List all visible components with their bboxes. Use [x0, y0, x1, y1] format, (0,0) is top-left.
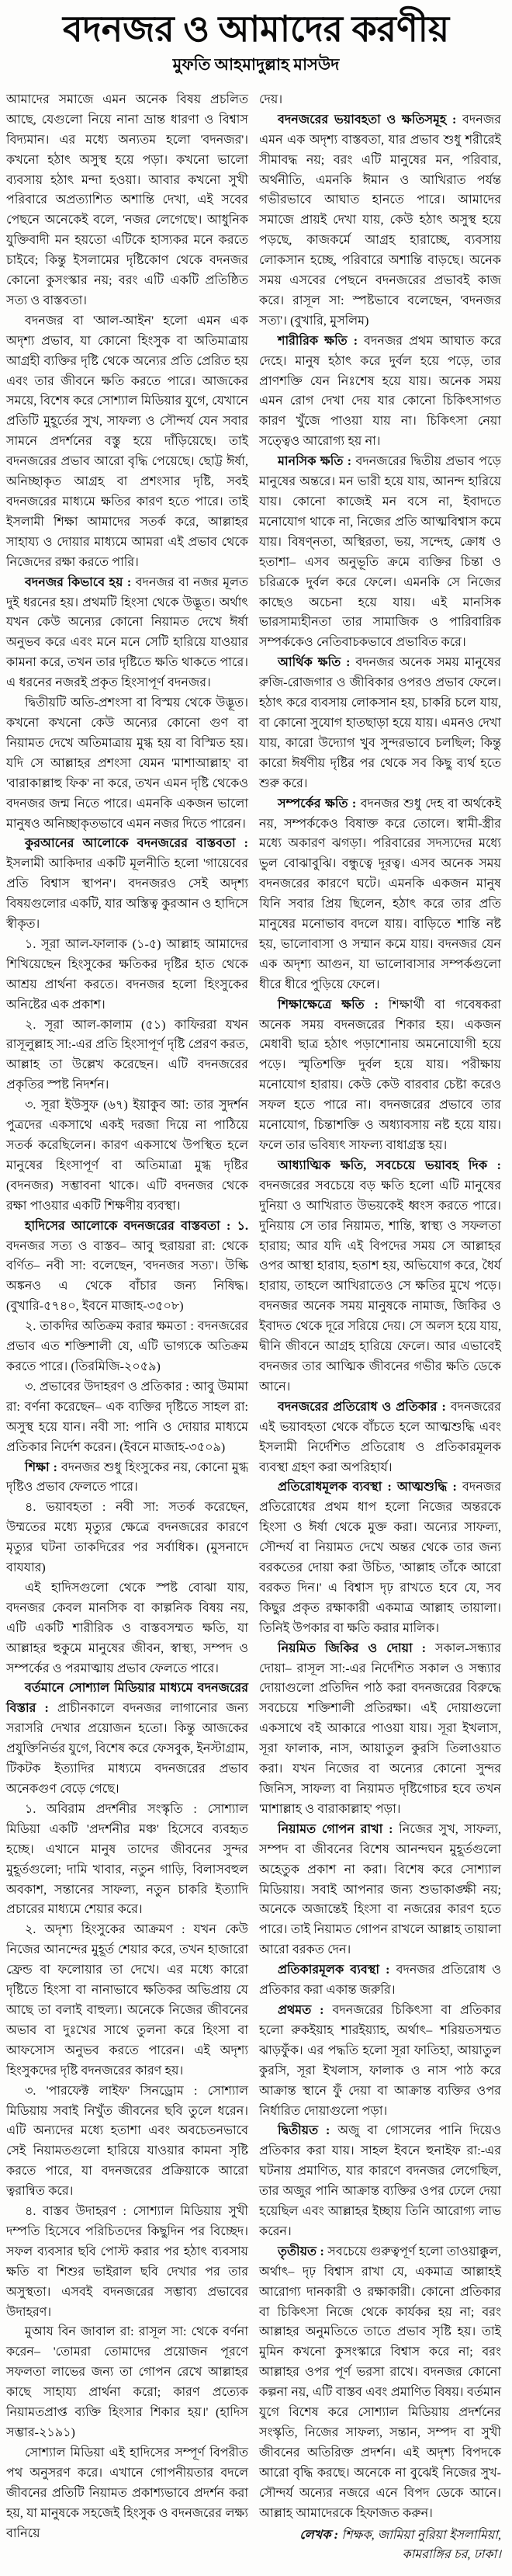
section-heading: বদনজর কিভাবে হয় : — [25, 575, 132, 589]
paragraph-text: বদনজর প্রতিরোধ ও প্রতিকার করা একান্ত জরুরি। — [259, 1963, 501, 1998]
paragraph-text: দ্বিতীয়টি অতি-প্রশংসা বা বিস্ময় থেকে উদ্ভূত। কখনো কখনো কেউ অন্যের কোনো গুণ বা নিয়ামত দেখে অতিমাত্রায় মুগ্ধ হয় বা বিস্মিত হয়। যদি সে আল্লাহর প্রশংসা যেমন 'মাশাআল্লাহ' বা 'বারাকাল্লাহু ফিক' না করে, তখন এমন দৃষ্টি থেকেও বদনজর জন্ম নিতে পারে। এমনকি একজন ভালো মানুষও অনিচ্ছাকৃতভাবে এমন নজর দিতে পারেন। — [6, 696, 248, 831]
paragraph-text: এই হাদিসগুলো থেকে স্পষ্ট বোঝা যায়, বদনজর কেবল মানসিক বা কাল্পনিক বিষয় নয়, এটি একটি শারীরিক ও বাস্তবসম্মত ক্ষতি, যা আল্লাহর হুকুমে মানুষের জীবন, স্বাস্থ্য, সম্পদ ও সম্পর্কের ও পরমাত্মায় প্রভাব ফেলতে পারে। — [6, 1581, 248, 1675]
section-heading: শারীরিক ক্ষতি : — [278, 334, 358, 348]
section-heading: মানসিক ক্ষতি : — [278, 455, 352, 469]
paragraph-text: সোশ্যাল মিডিয়া এই হাদিসের সম্পূর্ণ বিপরীত পথ অনুসরণ করে। এখানে গোপনীয়তার বদলে জীবনের প্রতিটি নিয়ামত প্রকাশ্যভাবে প্রদর্শন করা হয়, যা মানুষকে সহজেই হিংসুক ও বদনজরের লক্ষ্য বানিয়ে — [6, 2446, 248, 2540]
paragraph-text: প্রাচীনকালে বদনজর লাগানোর জন্য সরাসরি দেখার প্রয়োজন হতো। কিন্তু আজকের প্রযুক্তিনির্ভর যুগে, বিশেষ করে ফেসবুক, ইনস্টাগ্রাম, টিকটক ইত্যাদির মাধ্যমে বদনজরের প্রভাব অনেকগুণ বেড়ে গেছে। — [6, 1702, 248, 1797]
section-heading: শিক্ষা : — [25, 1460, 57, 1474]
paragraph-text: ৩. প্রভাবের উদাহরণ ও প্রতিকার : আবু উমামা রা: বর্ণনা করেছেন– এক ব্যক্তির দৃষ্টিতে সাহল রা: অসুস্থ হয়ে যান। নবী সা: পানি ও দোয়ার মাধ্যমে প্রতিকার নির্দেশ করেন। (ইবনে মাজাহ-৩৫০৯) — [6, 1380, 248, 1454]
paragraph-text: ১. সূরা আল-ফালাক (১-৫) আল্লাহ আমাদের শিখিয়েছেন হিংসুকের ক্ষতিকর দৃষ্টির হাত থেকে আশ্রয় প্রার্থনা করতে। বদনজর হলো হিংসুকের অনিষ্টের এক প্রকাশ। — [6, 937, 248, 1012]
paragraph — [6, 90, 248, 311]
section-heading: আধ্যাত্মিক ক্ষতি, সবচেয়ে ভয়াবহ দিক : — [278, 1158, 501, 1172]
paragraph — [6, 1920, 248, 2081]
section-heading: প্রতিরোধমূলক ব্যবস্থা : আত্মশুদ্ধি : — [278, 1481, 457, 1495]
paragraph — [259, 1477, 501, 1638]
paragraph-text: বদনজর প্রথম আঘাত করে দেহে। মানুষ হঠাৎ করে দুর্বল হয়ে পড়ে, তার প্রাণশক্তি যেন নিঃশেষ হয়ে যায়। অনেক সময় এমন রোগ দেখা দেয় যার কোনো চিকিৎসাগত কারণ খুঁজে পাওয়া যায় না। চিকিৎসা নেয়া সত্ত্বেও আরোগ্য হয় না। — [259, 334, 501, 449]
paragraph — [6, 2081, 248, 2202]
section-heading: তৃতীয়ত : — [278, 2244, 324, 2258]
paragraph-text: বদনজরের এই ভয়াবহতা থেকে বাঁচতে হলে আত্মশুদ্ধি এবং ইসলামী নির্দেশিত প্রতিরোধ ও প্রতিকারমূলক ব্যবস্থা গ্রহণ করা অপরিহার্য। — [259, 1400, 501, 1474]
paragraph — [6, 935, 248, 1015]
paragraph — [6, 1679, 248, 1799]
paragraph — [6, 1498, 248, 1578]
column-left — [6, 90, 248, 2544]
paragraph — [6, 2443, 248, 2544]
paragraph — [259, 110, 501, 332]
paragraph — [259, 1960, 501, 2001]
paragraph — [6, 1800, 248, 1920]
paragraph-text: বদনজরের দ্বিতীয় প্রভাব পড়ে মানুষের অন্তরে। মন ভারী হয়ে যায়, আনন্দ হারিয়ে যায়। কোনো কাজেই মন বসে না, ইবাদতে মনোযোগ থাকে না, নিজের প্রতি আত্মবিশ্বাস কমে যায়। বিষণ্নতা, অস্থিরতা, ভয়, সন্দেহ, ক্রোধ ও হতাশা– এসব অনুভূতি ক্রমে ব্যক্তির চিন্তা ও চরিত্রকে দুর্বল করে ফেলে। এমনকি সে নিজের কাছেও অচেনা হয়ে যায়। এই মানসিক ভারসাম্যহীনতা তার সামাজিক ও পারিবারিক সম্পর্ককেও নেতিবাচকভাবে প্রভাবিত করে। — [259, 455, 501, 650]
paragraph-text: ৪. ভয়াবহতা : নবী সা: সতর্ক করেছেন, উম্মতের মধ্যে মৃত্যুর ক্ষেত্রে বদনজরের কারণে মৃত্যুর ঘটনা তাকদিরের পর সর্বাধিক। (মুসনাদে বাযযার) — [6, 1501, 248, 1575]
paragraph-text: বদনজর প্রতিরোধের প্রথম ধাপ হলো নিজের অন্তরকে হিংসা ও ঈর্ষা থেকে মুক্ত করা। অন্যের সাফল্য, সৌন্দর্য বা নিয়ামত দেখে অন্তর থেকে তার জন্য বরকতের দোয়া করা উচিত, 'আল্লাহ তাঁকে আরো বরকত দিন।' এ বিশ্বাস দৃঢ় রাখতে হবে যে, সব কিছুর প্রকৃত রক্ষাকারী একমাত্র আল্লাহ তায়ালা। তিনিই উপকার বা ক্ষতি করার মালিক। — [259, 1481, 501, 1635]
section-heading: প্রতিকারমূলক ব্যবস্থা : — [278, 1963, 390, 1977]
paragraph — [259, 1156, 501, 1397]
paragraph-text: ইসলামী আকিদার একটি মূলনীতি হলো 'গায়েবের প্রতি বিশ্বাস স্থাপন'। বদনজরও সেই অদৃশ্য বিষয়গুলোর একটি, যার অস্তিত্ব কুরআন ও হাদিসে স্বীকৃত। — [6, 857, 248, 932]
paragraph — [259, 1820, 501, 1960]
section-heading: নিয়মিত জিকির ও দোয়া : — [278, 1641, 427, 1655]
paragraph — [6, 573, 248, 693]
paragraph-text: শিক্ষার্থী বা গবেষকরা অনেক সময় বদনজরের শিকার হয়। একজন মেধাবী ছাত্র হঠাৎ পড়াশোনায় অমনোযোগী হয়ে পড়ে। স্মৃতিশক্তি দুর্বল হয়ে যায়। পরীক্ষায় মনোযোগ হারায়। কেউ কেউ বারবার চেষ্টা করেও সফল হতে পারে না। বদনজরের প্রভাবে তার মনোযোগ, চিন্তাশক্তি ও অধ্যাবসায় নষ্ট হয়ে যায়। ফলে তার ভবিষ্যৎ সাফল্য বাধাগ্রস্ত হয়। — [259, 998, 501, 1153]
paragraph-text: ২. সূরা আল-কালাম (৫১) কাফিররা যখন রাসূলুল্লাহ সা:-এর প্রতি হিংসাপূর্ণ দৃষ্টি প্রেরণ করত, আল্লাহ তা উল্লেখ করেছেন। এটি বদনজরের প্রকৃতির স্পষ্ট নিদর্শন। — [6, 1018, 248, 1092]
section-heading: আর্থিক ক্ষতি : — [278, 656, 351, 670]
paragraph — [259, 452, 501, 653]
paragraph-text: সবচেয়ে গুরুত্বপূর্ণ হলো তাওয়াক্কুল, অর্থাৎ– দৃঢ় বিশ্বাস রাখা যে, একমাত্র আল্লাহই আরোগ্য দানকারী ও রক্ষাকারী। কোনো প্রতিকার বা চিকিৎসা নিজে থেকে কার্যকর হয় না; বরং আল্লাহর অনুমতিতে তাতে প্রভাব সৃষ্টি হয়। তাই মুমিন কখনো কুসংস্কারে বিশ্বাস করে না; বরং আল্লাহর ওপর পূর্ণ ভরসা রাখে। বদনজর কোনো কল্পনা নয়, এটি বাস্তব এবং প্রমাণিত বিষয়। বর্তমান যুগে বিশেষ করে সোশ্যাল মিডিয়ায় প্রদর্শনের সংস্কৃতি, নিজের সাফল্য, সন্তান, সম্পদ বা সুখী জীবনের অতিরিক্ত প্রদর্শন। এই অদৃশ্য বিপদকে আরো বৃদ্ধি করছে। অনেকে না বুঝেই নিজের সুখ-সৌন্দর্য অন্যের নজরে এনে বিপদ ডেকে আনে। আল্লাহ আমাদেরকে হিফাজত করুন। — [259, 2244, 502, 2520]
article-columns — [6, 90, 506, 2565]
paragraph — [6, 834, 248, 935]
paragraph — [259, 2242, 501, 2524]
byline-line1: শিক্ষক, জামিয়া নুরিয়া ইসলামিয়া, — [341, 2528, 501, 2542]
paragraph — [6, 1458, 248, 1498]
byline-line2: কামরাঙ্গির চর, ঢাকা। — [402, 2548, 501, 2562]
paragraph-text: ২. তাকদির অতিক্রম করার ক্ষমতা : বদনজরের প্রভাব এত শক্তিশালী যে, এটি ভাগ্যকে অতিক্রম করতে পারে। (তিরমিজি-২০৫৯) — [6, 1320, 248, 1373]
paragraph-text: সকাল-সন্ধ্যার দোয়া– রাসূল সা:-এর নির্দেশিত সকাল ও সন্ধ্যার দোয়াগুলো প্রতিদিন পাঠ করা বদনজরের বিরুদ্ধে সবচেয়ে শক্তিশালী প্রতিরক্ষা। এই দোয়াগুলো একসাথে বই আকারে পাওয়া যায়। সূরা ইখলাস, সূরা ফালাক, নাস, আয়াতুল কুরসি তিলাওয়াত করা। যখন নিজের বা অন্যের কোনো সুন্দর জিনিস, সাফল্য বা নিয়ামত দৃষ্টিগোচর হবে তখন 'মাশাল্লাহ ও বারাকাল্লাহ' পড়া। — [259, 1641, 501, 1816]
paragraph-text: ৩. সূরা ইউসুফ (৬৭) ইয়াকুব আ: তার সুদর্শন পুত্রদের একসাথে একই দরজা দিয়ে না পাঠিয়ে সতর্ক করেছিলেন। কারণ একসাথে উপস্থিত হলে মানুষের হিংসাপূর্ণ বা অতিমাত্রা মুগ্ধ দৃষ্টির (বদনজর) সম্ভাবনা থাকে। এটি বদনজর থেকে রক্ষা পাওয়ার একটি শিক্ষণীয় ব্যবস্থা। — [6, 1099, 248, 1213]
paragraph — [6, 1015, 248, 1096]
paragraph — [259, 332, 501, 452]
article-title: বদনজর ও আমাদের করণীয় — [62, 9, 450, 49]
paragraph — [259, 794, 501, 995]
paragraph — [6, 693, 248, 834]
article-author: মুফতি আহমাদুল্লাহ মাসউদ — [172, 54, 340, 74]
column-right — [259, 90, 501, 2565]
section-heading: বদনজরের প্রতিরোধ ও প্রতিকার : — [278, 1400, 446, 1414]
paragraph — [259, 1397, 501, 1478]
paragraph — [259, 653, 501, 793]
paragraph-text: বদনজর এমন এক অদৃশ্য বাস্তবতা, যার প্রভাব শুধু শরীরেই সীমাবদ্ধ নয়; বরং এটি মানুষের মন, পরিবার, অর্থনীতি, এমনকি ঈমান ও আখিরাত পর্যন্ত গভীরভাবে আঘাত হানতে পারে। আমাদের সমাজে প্রায়ই দেখা যায়, কেউ হঠাৎ অসুস্থ হয়ে পড়ছে, কাজকর্মে আগ্রহ হারাচ্ছে, ব্যবসায় লোকসান হচ্ছে, পরিবারে অশান্তি বাড়ছে। অনেক সময় এসবের পেছনে বদনজরের প্রভাবই কাজ করে। রাসূল সা: স্পষ্টভাবে বলেছেন, 'বদনজর সত্য'। (বুখারি, মুসলিম) — [259, 113, 501, 328]
paragraph-text: ২. অদৃশ্য হিংসুকের আক্রমণ : যখন কেউ নিজের আনন্দের মুহূর্ত শেয়ার করে, তখন হাজারো ফ্রেন্ড বা ফলোয়ার তা দেখে। এর মধ্যে কারো দৃষ্টিতে হিংসা বা নানাভাবে ক্ষতিকর অভিপ্রায় যে আছে তা বলাই বাহুল্য। অনেকে নিজের জীবনের অভাব বা দুঃখের সাথে তুলনা করে হিংসা বা আফসোস অনুভব করতে পারেন। এই অদৃশ্য হিংসুকদের দৃষ্টি বদনজরের কারণ হয়। — [6, 1923, 248, 2078]
paragraph — [6, 1095, 248, 1216]
author-byline — [259, 2526, 501, 2566]
section-heading: দ্বিতীয়ত : — [278, 2124, 330, 2138]
paragraph — [259, 1639, 501, 1820]
section-heading: সম্পর্কের ক্ষতি : — [278, 797, 357, 811]
paragraph — [259, 2121, 501, 2241]
paragraph — [6, 1377, 248, 1458]
paragraph — [6, 2322, 248, 2442]
paragraph-text: ১. অবিরাম প্রদর্শনীর সংস্কৃতি : সোশ্যাল মিডিয়া একটি 'প্রদর্শনীর মঞ্চ' হিসেবে ব্যবহৃত হচ্ছে। এখানে মানুষ তাদের জীবনের সুন্দর মুহূর্তগুলো; দামি খাবার, নতুন গাড়ি, বিলাসবহুল অবকাশ, সন্তানের সাফল্য, নতুন চাকরি ইত্যাদি প্রচারের মাধ্যমে শেয়ার করে। — [6, 1802, 248, 1917]
paragraph-text: দেয়। — [259, 92, 283, 106]
section-heading: শিক্ষাক্ষেত্রে ক্ষতি : — [278, 998, 379, 1012]
paragraph-text: নিজের সুখ, সাফল্য, সম্পদ বা জীবনের বিশেষ আনন্দঘন মুহূর্তগুলো অহেতুক প্রকাশ না করা। বিশেষ করে সোশ্যাল মিডিয়ায়। সবাই আপনার জন্য শুভাকাঙ্ক্ষী নয়; অনেকে অজান্তেই হিংসা বা নজরের কারণ হতে পারে। তাই নিয়ামত গোপন রাখলে আল্লাহ তায়ালা আরো বরকত দেন। — [259, 1822, 501, 1957]
byline-label: লেখক : — [299, 2528, 339, 2542]
paragraph — [259, 2001, 501, 2121]
paragraph — [259, 90, 501, 110]
paragraph — [6, 311, 248, 573]
paragraph-text: অজু বা গোসলের পানি দিয়েও প্রতিকার করা যায়। সাহল ইবনে হুনাইফ রা:-এর ঘটনায় প্রমাণিত, যার কারণে বদনজর লেগেছিল, তার অজুর পানি আক্রান্ত ব্যক্তির ওপর ঢেলে দেয়া হয়েছিল এবং আল্লাহর ইচ্ছায় তিনি আরোগ্য লাভ করেন। — [259, 2124, 501, 2238]
paragraph — [6, 1317, 248, 1377]
paragraph-text: বদনজরের সবচেয়ে বড় ক্ষতি হলো এটি মানুষের দুনিয়া ও আখিরাত উভয়কেই ধ্বংস করতে পারে। দুনিয়ায় সে তার নিয়ামত, শান্তি, স্বাস্থ্য ও সফলতা হারায়; আর যদি এই বিপদের সময় সে আল্লাহর ওপর আস্থা হারায়, হতাশ হয়, অভিযোগ করে, ধৈর্য হারায়, তাহলে আখিরাতেও সে ক্ষতির মুখে পড়ে। বদনজর অনেক সময় মানুষকে নামাজ, জিকির ও ইবাদত থেকে দূরে সরিয়ে দেয়। সে অলস হয়ে যায়, দ্বীনি জীবনে আগ্রহ হারিয়ে ফেলে। আর এভাবেই বদনজর তার আত্মিক জীবনের গভীর ক্ষতি ডেকে আনে। — [259, 1179, 501, 1394]
paragraph — [259, 995, 501, 1156]
paragraph-text: ৩. 'পারফেক্ট লাইফ' সিনড্রোম : সোশ্যাল মিডিয়ায় সবাই নিখুঁত জীবনের ছবি তুলে ধরেন। এটি অন্যদের মধ্যে হতাশা এবং অবচেতনভাবে সেই নিয়ামতগুলো হারিয়ে যাওয়ার কামনা সৃষ্টি করতে পারে, যা বদনজরের প্রক্রিয়াকে আরো ত্বরান্বিত করে। — [6, 2084, 248, 2199]
paragraph-text: বদনজর শুধু হিংসুকের নয়, কোনো মুগ্ধ দৃষ্টিও প্রভাব ফেলতে পারে। — [6, 1460, 248, 1495]
section-heading: হাদিসের আলোকে বদনজরের বাস্তবতা : ১. — [25, 1219, 248, 1233]
section-heading: প্রথমত : — [278, 2003, 324, 2017]
paragraph-text: বদনজর বা নজর মূলত দুই ধরনের হয়। প্রথমটি হিংসা থেকে উদ্ভূত। অর্থাৎ যখন কেউ অন্যের কোনো নিয়ামত দেখে ঈর্ষা অনুভব করে এবং মনে মনে সেটি হারিয়ে যাওয়ার কামনা করে, তখন তার দৃষ্টিতে ক্ষতি থাকতে পারে। এ ধরনের নজরই প্রকৃত হিংসাপূর্ণ বদনজর। — [6, 575, 249, 690]
paragraph-text: আমাদের সমাজে এমন অনেক বিষয় প্রচলিত আছে, যেগুলো নিয়ে নানা ভ্রান্ত ধারণা ও বিশ্বাস বিদ্যমান। এর মধ্যে অন্যতম হলো 'বদনজর'। কখনো হঠাৎ অসুস্থ হয়ে পড়া। কখনো ভালো ব্যবসায় হঠাৎ মন্দা হওয়া। আবার কখনো সুখী পরিবারে অপ্রত্যাশিত অশান্তি দেখা, এই সবের পেছনে অনেকেই বলে, 'নজর লেগেছে'। আধুনিক যুক্তিবাদী মন হয়তো এটিকে হাস্যকর মনে করতে চাইবে; কিন্তু ইসলামের দৃষ্টিকোণ থেকে বদনজর কোনো কুসংস্কার নয়; বরং এটি একটি প্রতিষ্ঠিত সত্য ও বাস্তবতা। — [6, 92, 248, 307]
section-heading: নিয়ামত গোপন রাখা : — [278, 1822, 393, 1836]
paragraph-text: মুআয বিন জাবাল রা: রাসূল সা: থেকে বর্ণনা করেন– 'তোমরা তোমাদের প্রয়োজন পূরণে সফলতা লাভের জন্য তা গোপন রেখে আল্লাহর কাছে সাহায্য প্রার্থনা করো; কারণ প্রত্যেক নিয়ামতপ্রাপ্ত ব্যক্তি হিংসার শিকার হয়।' (হাদিস সম্ভার-২১৯১) — [6, 2325, 248, 2440]
paragraph-text: বদনজরের চিকিৎসা বা প্রতিকার হলো রুকইয়াহ শারইয়্যাহ, অর্থাৎ– শরিয়তসম্মত ঝাড়ফুঁক। এর পদ্ধতি হলো সূরা ফাতিহা, আয়াতুল কুরসি, সূরা ইখলাস, ফালাক ও নাস পাঠ করে আক্রান্ত স্থানে ফুঁ দেয়া বা আক্রান্ত ব্যক্তির ওপর নির্ধারিত দোয়াগুলো পড়া। — [259, 2003, 501, 2118]
paragraph — [6, 1578, 248, 1679]
paragraph-text: বদনজর শুধু দেহ বা অর্থকেই নয়, সম্পর্ককেও বিষাক্ত করে তোলে। স্বামী-স্ত্রীর মধ্যে অকারণ ঝগড়া। পরিবারের সদস্যদের মধ্যে ভুল বোঝাবুঝি। বন্ধুত্বে দূরত্ব। এসব অনেক সময় বদনজরের কারণে ঘটে। এমনকি একজন মানুষ যিনি সবার প্রিয় ছিলেন, হঠাৎ করে তার প্রতি মানুষের মনোভাব বদলে যায়। বাড়িতে শান্তি নষ্ট হয়, ভালোবাসা ও সম্মান কমে যায়। বদনজর যেন এক অদৃশ্য আগুন, যা ভালোবাসার সম্পর্কগুলো ধীরে ধীরে পুড়িয়ে ফেলে। — [259, 797, 502, 991]
paragraph-text: ৪. বাস্তব উদাহরণ : সোশ্যাল মিডিয়ায় সুখী দম্পতি হিসেবে পরিচিতদের কিছুদিন পর বিচ্ছেদ। সফল ব্যবসার ছবি পোস্ট করার পর হঠাৎ ব্যবসায় ক্ষতি বা শিশুর ভাইরাল ছবি দেখার পর তার অসুস্থতা। এসবই বদনজরের সম্ভাব্য প্রভাবের উদাহরণ। — [6, 2205, 248, 2319]
paragraph-text: বদনজর সত্য ও বাস্তব– আবু হুরায়রা রা: থেকে বর্ণিত– নবী সা: বলেছেন, 'বদনজর সত্য'। উল্কি অঙ্কনও এ থেকে বাঁচার জন্য নিষিদ্ধ। (বুখারি-৫৭৪০, ইবনে মাজাহ-৩৫০৮) — [6, 1239, 248, 1314]
section-heading: বদনজরের ভয়াবহতা ও ক্ষতিসমূহ : — [278, 113, 457, 127]
paragraph — [6, 1217, 248, 1318]
section-heading: বর্তমানে সোশ্যাল মিডিয়ার মাধ্যমে বদনজরের বিস্তার : — [6, 1682, 248, 1716]
paragraph-text: বদনজর বা 'আল-আইন' হলো এমন এক অদৃশ্য প্রভাব, যা কোনো হিংসুক বা অতিমাত্রায় আগ্রহী ব্যক্তির দৃষ্টি থেকে অন্যের প্রতি প্রেরিত হয় এবং তার জীবনে ক্ষতি করতে পারে। আজকের সময়ে, বিশেষ করে সোশ্যাল মিডিয়ার যুগে, যেখানে প্রতিটি মুহূর্তের সুখ, সাফল্য ও সৌন্দর্য যেন সবার সামনে প্রদর্শনের বস্তু হয়ে দাঁড়িয়েছে। তাই বদনজরের প্রভাব আরো বৃদ্ধি পেয়েছে। ছোট্ট ঈর্ষা, অনিচ্ছাকৃত আগ্রহ বা প্রশংসার দৃষ্টি, সবই বদনজরের মাধ্যমে ক্ষতির কারণ হতে পারে। তাই ইসলামী শিক্ষা আমাদের সতর্ক করে, আল্লাহর সাহায্য ও দোয়ার মাধ্যমে আমরা এই প্রভাব থেকে নিজেদের রক্ষা করতে পারি। — [6, 314, 248, 569]
paragraph — [6, 2202, 248, 2322]
section-heading: কুরআনের আলোকে বদনজরের বাস্তবতা : — [25, 837, 248, 851]
paragraph-text: বদনজর অনেক সময় মানুষের রুজি-রোজগার ও জীবিকার ওপরও প্রভাব ফেলে। হঠাৎ করে ব্যবসায় লোকসান হয়, চাকরি চলে যায়, বা কোনো সুযোগ হাতছাড়া হয়ে যায়। এমনও দেখা যায়, কারো উদ্যোগ খুব সুন্দরভাবে চলছিল; কিন্তু কারো ঈর্ষণীয় দৃষ্টির পর থেকে সব কিছু ব্যর্থ হতে শুরু করে। — [259, 656, 501, 790]
